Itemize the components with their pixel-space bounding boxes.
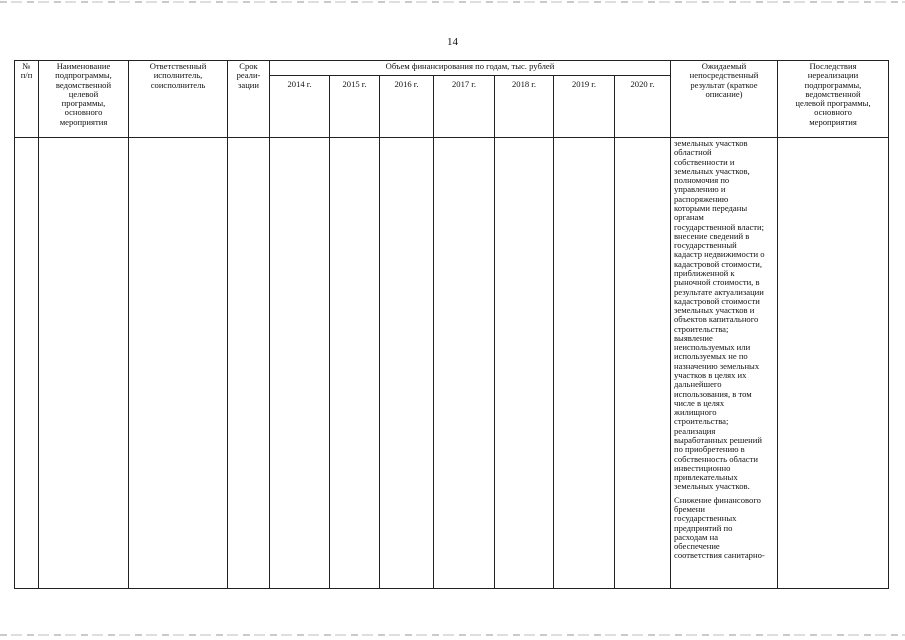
header-year: 2014 г. [270,76,330,138]
header-term-text: Срок реали- зации [236,61,261,90]
cell-num [15,138,39,589]
header-row-top [15,61,889,76]
header-executor [129,61,228,138]
cell-2017 [434,138,495,589]
scan-edge-top [0,1,905,3]
cell-2016 [380,138,434,589]
header-funding-text: Объем финансирования по годам, тыс. рублей [385,61,555,71]
header-result [671,61,778,138]
header-year: 2018 г. [495,76,554,138]
header-consequences-text: Последствия нереализации подпрограммы, ведомственной целевой программы, основного мероприятия [795,61,871,127]
cell-executor [129,138,228,589]
scan-edge-bottom [0,634,905,636]
cell-expected-result [671,138,778,589]
page-number: 14 [447,36,458,48]
header-result-text: Ожидаемый непосредственный результат (краткое описание) [689,61,759,99]
cell-term [228,138,270,589]
cell-consequences [778,138,889,589]
cell-2018 [495,138,554,589]
result-paragraph: Снижение финансового бремени государственных предприятий по расходам на обеспечение соответствия санитарно- [674,494,765,561]
header-year: 2017 г. [434,76,495,138]
header-consequences [778,61,889,138]
header-name [39,61,129,138]
header-executor-text: Ответственный исполнитель, соисполнитель [149,61,207,90]
program-table [14,60,889,589]
cell-name [39,138,129,589]
cell-2019 [554,138,615,589]
header-year: 2016 г. [380,76,434,138]
result-paragraph: земельных участков областной собственности и земельных участков, полномочия по управлению и распоряжению которыми переданы органам государственной власти; внесение сведений в государственный кадастр недвижимости о кадастровой стоимости, приближенной к рыночной стоимости, в результате актуализации кадастровой стоимости земельных участков и объектов капитального строительства; выявление неиспользуемых или используемых не по назначению земельных участков в целях их дальнейшего использования, в том числе в целях жилищного строительства; реализация выработанных решений по приобретению в собственность области инвестиционно привлекательных земельных участков. [674,138,765,492]
header-funding [270,61,671,76]
table-row [15,138,889,589]
header-name-text: Наименование подпрограммы, ведомственной целевой программы, основного мероприятия [55,61,112,127]
header-term [228,61,270,138]
cell-2014 [270,138,330,589]
cell-2015 [330,138,380,589]
header-year: 2020 г. [615,76,671,138]
header-num [15,61,39,138]
cell-2020 [615,138,671,589]
header-year: 2019 г. [554,76,615,138]
header-year: 2015 г. [330,76,380,138]
header-num-text: № п/п [20,61,33,81]
